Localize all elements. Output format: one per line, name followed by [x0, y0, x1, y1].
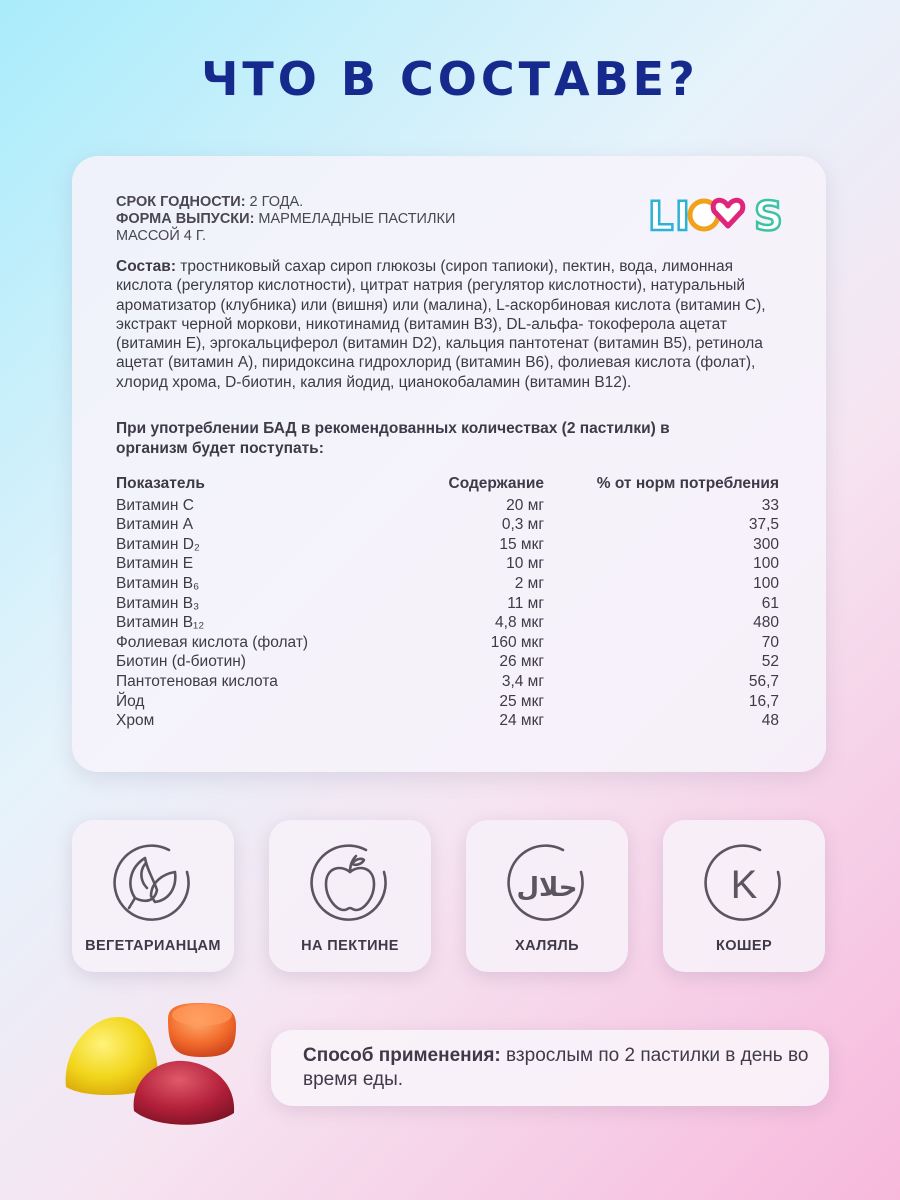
- svg-text:I: I: [675, 194, 690, 240]
- nutrient-name: Хром: [116, 712, 155, 730]
- nutrient-amount: 25 мкг: [499, 692, 544, 710]
- halal-glyph: حلال: [516, 873, 578, 903]
- nutrient-percent: 100: [753, 555, 779, 573]
- table-row: [116, 652, 782, 672]
- table-row: [116, 554, 782, 574]
- page-title: ЧТО В СОСТАВЕ?: [201, 52, 699, 106]
- nutrient-percent: 100: [753, 574, 779, 592]
- table-row: [116, 613, 782, 633]
- nutrient-table: [116, 474, 782, 731]
- usage-label: Способ применения:: [303, 1045, 501, 1066]
- nutrient-percent: 61: [761, 594, 779, 612]
- nutrient-name: Фолиевая кислота (фолат): [116, 633, 309, 651]
- release-form: [116, 211, 536, 228]
- badge-label: ВЕГЕТАРИАНЦАМ: [85, 938, 221, 954]
- badge-halal: [466, 820, 628, 972]
- feature-badges: [72, 820, 826, 972]
- badge-vegetarian: [72, 820, 234, 972]
- svg-text:S: S: [754, 194, 783, 240]
- badge-kosher: [663, 820, 825, 972]
- kosher-glyph: K: [730, 863, 758, 907]
- nutrient-name: Витамин В₃: [116, 594, 200, 612]
- nutrient-percent: 52: [761, 653, 779, 671]
- livs-logo: [646, 190, 792, 240]
- usage-text: [303, 1044, 813, 1092]
- composition-text: тростниковый сахар сироп глюкозы (сироп тапиоки), пектин, вода, лимонная кислота (регулятор кислотности), цитрат натрия (регулятор кислотности), натуральный ароматизатор (клубника) или (вишня) или (малина), L-аскорбиновая кислота (витамин С), экстракт черной моркови, никотинамид (витамин В3), DL-альфа- токоферола ацетат (витамин Е), эргокальциферол (витамин D2), кальция пантотенат (витамин В5), ретинола ацетат (витамин А), пиридоксина гидрохлорид (витамин В6), фолиевая кислота (фолат), хлорид хрома, D-биотин, калия йодид, цианокобаламин (витамин В12).: [116, 258, 766, 391]
- table-row: [116, 515, 782, 535]
- nutrient-amount: 160 мкг: [490, 633, 544, 651]
- header-content: Содержание: [448, 475, 544, 492]
- release-form-value: МАРМЕЛАДНЫЕ ПАСТИЛКИ: [254, 211, 456, 227]
- kosher-icon: [698, 838, 790, 930]
- shelf-life-value: 2 ГОДА.: [245, 194, 304, 210]
- nutrient-percent: 300: [753, 535, 779, 553]
- table-row: [116, 633, 782, 653]
- nutrient-amount: 26 мкг: [499, 653, 544, 671]
- nutrient-name: Пантотеновая кислота: [116, 672, 278, 690]
- table-row: [116, 711, 782, 731]
- header-indicator: Показатель: [116, 475, 205, 492]
- apple-icon: [304, 838, 396, 930]
- table-row: [116, 535, 782, 555]
- gummies-image: [60, 995, 260, 1135]
- table-row: [116, 574, 782, 594]
- table-row: [116, 672, 782, 692]
- nutrient-name: Йод: [116, 692, 145, 710]
- nutrient-amount: 20 мг: [506, 496, 544, 514]
- nutrient-percent: 16,7: [748, 692, 779, 710]
- nutrient-percent: 56,7: [748, 672, 779, 690]
- nutrient-name: Витамин А: [116, 516, 194, 534]
- product-meta: [116, 194, 536, 245]
- nutrient-percent: 48: [761, 712, 779, 730]
- nutrient-amount: 0,3 мг: [501, 516, 544, 534]
- composition-label: Состав:: [116, 258, 176, 275]
- header-percent: % от норм потребления: [596, 475, 779, 492]
- nutrient-amount: 24 мкг: [499, 712, 544, 730]
- nutrient-percent: 480: [753, 614, 779, 632]
- nutrient-name: Витамин Е: [116, 555, 194, 573]
- table-row: [116, 496, 782, 516]
- badge-pectin: [269, 820, 431, 972]
- nutrient-amount: 2 мг: [514, 574, 544, 592]
- svg-text:L: L: [648, 194, 674, 240]
- table-row: [116, 594, 782, 614]
- release-form-mass: МАССОЙ 4 Г.: [116, 228, 206, 244]
- nutrient-name: Витамин В₆: [116, 574, 200, 592]
- nutrient-amount: 11 мг: [507, 594, 544, 612]
- nutrient-amount: 3,4 мг: [501, 672, 544, 690]
- badge-label: КОШЕР: [715, 938, 773, 954]
- usage-instructions: взрослым по 2 пастилки в день во время еды.: [303, 1045, 809, 1090]
- nutrient-name: Витамин С: [116, 496, 194, 514]
- badge-label: ХАЛЯЛЬ: [515, 938, 579, 954]
- composition: [116, 257, 792, 392]
- nutrient-name: Витамин В₁₂: [116, 614, 205, 632]
- nutrient-name: Витамин D₂: [116, 535, 200, 553]
- nutrient-amount: 15 мкг: [499, 535, 544, 553]
- shelf-life-label: СРОК ГОДНОСТИ:: [116, 194, 246, 210]
- nutrient-amount: 10 мг: [506, 555, 544, 573]
- nutrient-percent: 37,5: [748, 516, 779, 534]
- table-row: [116, 692, 782, 712]
- release-form-label: ФОРМА ВЫПУСКИ:: [116, 211, 255, 227]
- halal-icon: [501, 838, 593, 930]
- logo-text: LIVS: [646, 190, 649, 191]
- nutrient-amount: 4,8 мкг: [495, 614, 544, 632]
- nutrient-percent: 33: [761, 496, 779, 514]
- intake-intro: При употреблении БАД в рекомендованных количествах (2 пастилки) в организм будет поступать:: [116, 420, 670, 457]
- nutrient-percent: 70: [761, 633, 779, 651]
- nutrient-name: Биотин (d-биотин): [116, 653, 246, 671]
- table-header: [116, 474, 782, 494]
- info-card: [72, 156, 826, 772]
- shelf-life: [116, 194, 536, 211]
- badge-label: НА ПЕКТИНЕ: [301, 938, 399, 954]
- usage-card: [271, 1030, 829, 1106]
- leaf-drop-icon: [107, 838, 199, 930]
